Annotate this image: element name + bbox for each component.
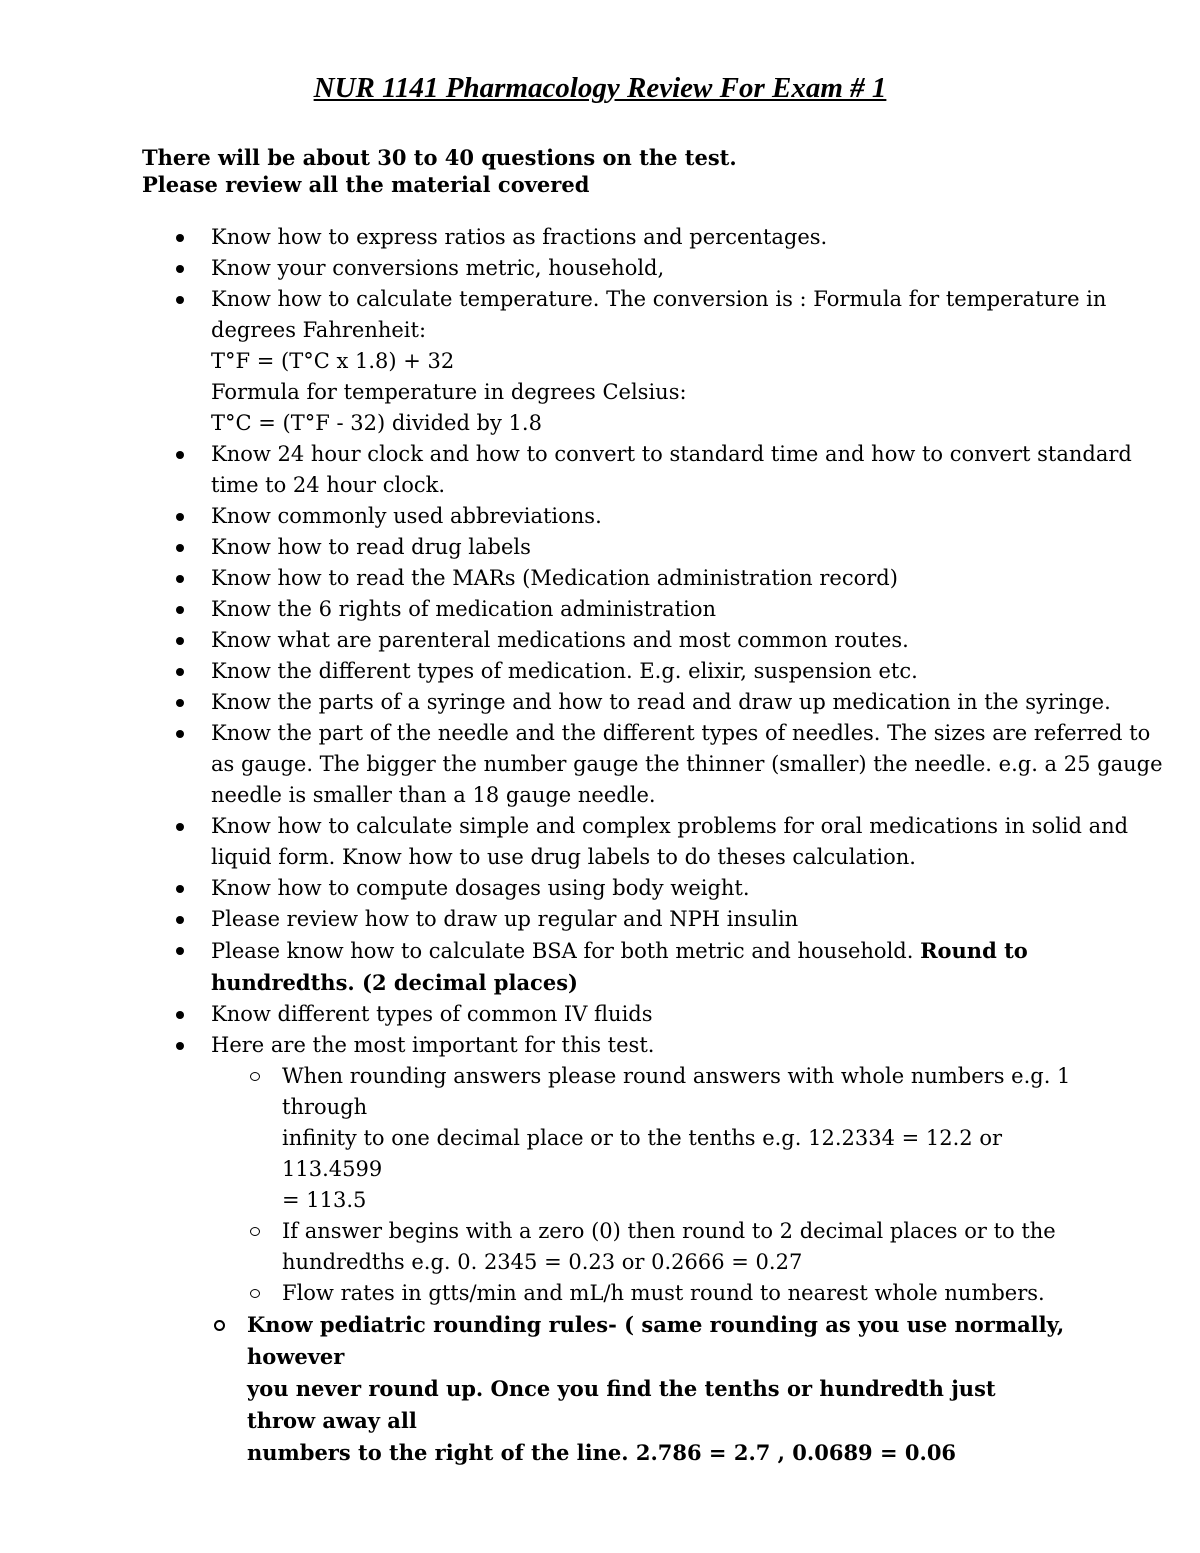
sub-item: Flow rates in gtts/min and mL/h must round to nearest whole numbers. (0, 1278, 1072, 1309)
bullet-item: Know how to read the MARs (Medication administration record) (0, 563, 1071, 594)
pediatric-rounding-item: Know pediatric rounding rules- ( same rounding as you use normally, however you never round up. Once you find the tenths or hundredth just throw away all numbers to the right of the line. 2.786 = 2.7 , 0.0689 = 0.06 (0, 1309, 1067, 1469)
bullet-icon (176, 296, 184, 304)
bullet-icon (176, 606, 184, 614)
bullet-item: Know how to compute dosages using body weight. (0, 873, 1071, 904)
bullet-item: Know what are parenteral medications and most common routes. (0, 625, 1071, 656)
bullet-icon (176, 668, 184, 676)
bullet-icon (176, 916, 184, 924)
circle-bullet-icon (214, 1320, 225, 1331)
bullet-item: Know 24 hour clock and how to convert to standard time and how to convert standard time to 24 hour clock. (0, 439, 1071, 501)
bullet-item: Here are the most important for this test. (0, 1030, 1071, 1061)
bullet-icon (176, 544, 184, 552)
bullet-icon (176, 575, 184, 583)
intro (142, 144, 737, 198)
bullet-item: Please review how to draw up regular and NPH insulin (0, 904, 1071, 935)
intro-line: There will be about 30 to 40 questions on the test. (142, 145, 737, 170)
bullet-icon (176, 947, 184, 955)
bullet-item: Know the part of the needle and the different types of needles. The sizes are referred to as gauge. The bigger the number gauge the thinner (smaller) the needle. e.g. a 25 gauge needle is smaller than a 18 gauge needle. (0, 718, 1071, 811)
bullet-item: Know your conversions metric, household, (0, 253, 1071, 284)
bullet-item: Know commonly used abbreviations. (0, 501, 1071, 532)
page-title: NUR 1141 Pharmacology Review For Exam # 1 (313, 72, 887, 104)
circle-bullet-icon (250, 1289, 260, 1298)
bullet-icon (176, 637, 184, 645)
bullet-icon (176, 265, 184, 273)
bullet-item: Know how to express ratios as fractions and percentages. (0, 222, 1071, 253)
bullet-item: Know the different types of medication. E.g. elixir, suspension etc. (0, 656, 1071, 687)
sub-item: When rounding answers please round answers with whole numbers e.g. 1 through infinity to one decimal place or to the tenths e.g. 12.2334 = 12.2 or 113.4599 = 113.5 (0, 1061, 1072, 1216)
bullet-icon (176, 823, 184, 831)
intro-line: Please review all the material covered (142, 172, 590, 197)
circle-bullet-icon (250, 1072, 260, 1081)
bullet-list (0, 222, 1200, 1469)
bullet-icon (176, 730, 184, 738)
bullet-item: Know the 6 rights of medication administration (0, 594, 1071, 625)
bullet-item: Please know how to calculate BSA for both metric and household. Round to hundredths. (2 decimal places) (0, 935, 1071, 999)
bullet-item: Know how to read drug labels (0, 532, 1071, 563)
bullet-item: Know the parts of a syringe and how to read and draw up medication in the syringe. (0, 687, 1071, 718)
sub-item: If answer begins with a zero (0) then round to 2 decimal places or to the hundredths e.g. 0. 2345 = 0.23 or 0.2666 = 0.27 (0, 1216, 1072, 1278)
bullet-icon (176, 1011, 184, 1019)
bullet-icon (176, 513, 184, 521)
bullet-icon (176, 1042, 184, 1050)
bullet-item: Know how to calculate temperature. The conversion is : Formula for temperature in degrees Fahrenheit: T°F = (T°C x 1.8) + 32 Formula for temperature in degrees Celsius: T°C = (T°F - 32) divided by 1.8 (0, 284, 1071, 439)
bullet-item: Know how to calculate simple and complex problems for oral medications in solid and liquid form. Know how to use drug labels to do theses calculation. (0, 811, 1071, 873)
bullet-icon (176, 699, 184, 707)
bullet-icon (176, 885, 184, 893)
bullet-item: Know different types of common IV fluids (0, 999, 1071, 1030)
circle-bullet-icon (250, 1227, 260, 1236)
bullet-icon (176, 234, 184, 242)
bullet-icon (176, 451, 184, 459)
